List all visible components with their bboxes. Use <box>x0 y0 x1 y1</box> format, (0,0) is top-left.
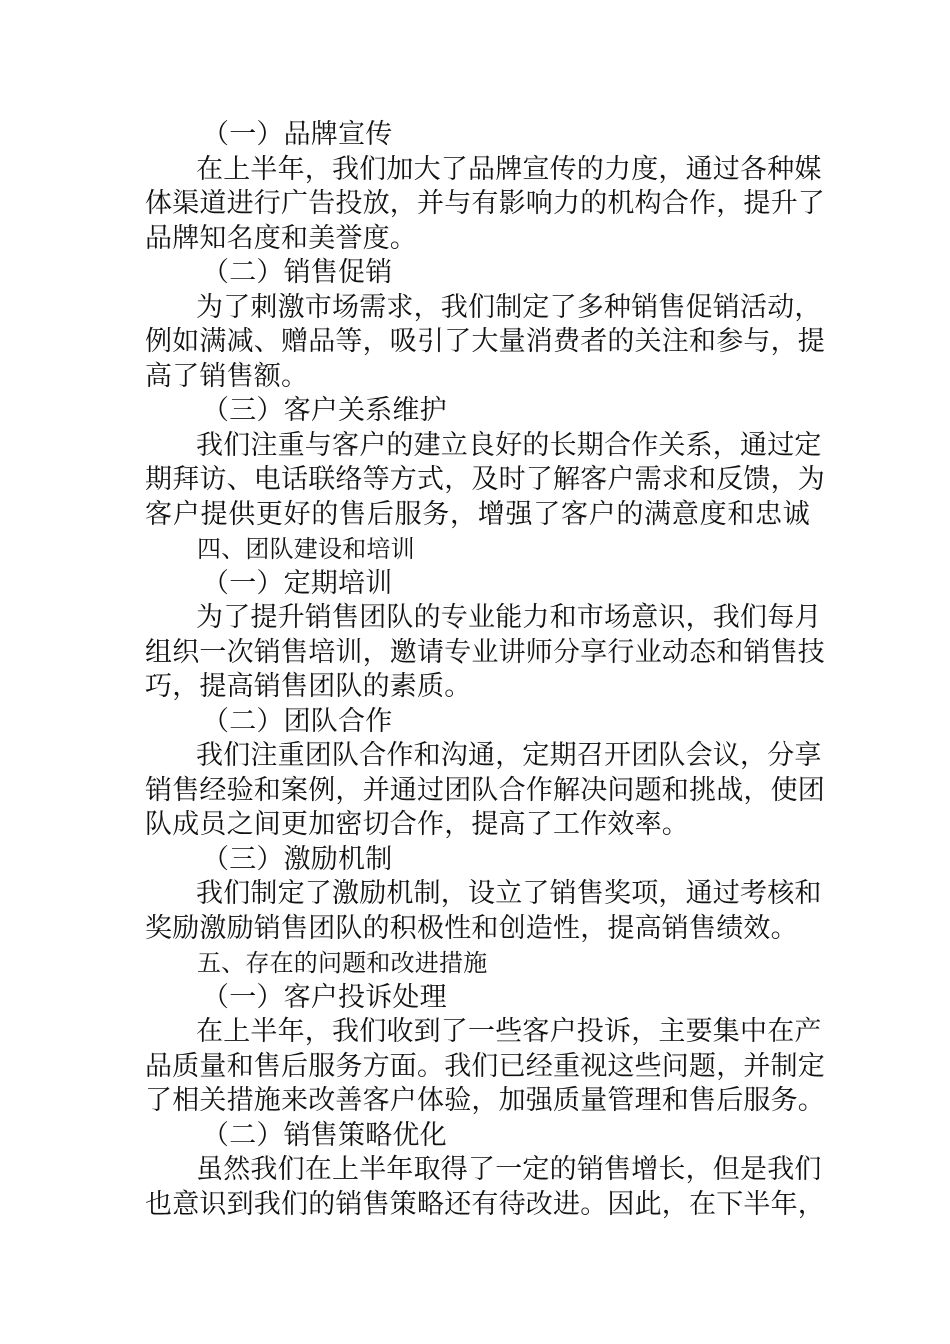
section-subheading: （一）客户投诉处理 <box>202 981 447 1013</box>
paragraph-line: 组织一次销售培训，邀请专业讲师分享行业动态和销售技 <box>145 636 825 668</box>
paragraph-line: 在上半年，我们收到了一些客户投诉，主要集中在产 <box>196 1016 822 1047</box>
section-subheading: （三）客户关系维护 <box>202 395 447 426</box>
paragraph-line: 奖励激励销售团队的积极性和创造性，提高销售绩效。 <box>145 912 798 944</box>
section-subheading: （一）品牌宣传 <box>202 119 393 150</box>
paragraph-line: 我们注重与客户的建立良好的长期合作关系，通过定 <box>196 429 822 461</box>
paragraph-line: 例如满减、赠品等，吸引了大量消费者的关注和参与，提 <box>145 326 825 357</box>
section-heading: 五、存在的问题和改进措施 <box>197 949 488 977</box>
paragraph-line: 虽然我们在上半年取得了一定的销售增长，但是我们 <box>196 1154 822 1185</box>
paragraph-line: 为了刺激市场需求，我们制定了多种销售促销活动， <box>196 291 822 323</box>
paragraph-line: 队成员之间更加密切合作，提高了工作效率。 <box>145 809 689 840</box>
paragraph-line: 为了提升销售团队的专业能力和市场意识，我们每月 <box>196 602 822 633</box>
paragraph-line: 巧，提高销售团队的素质。 <box>145 671 472 702</box>
paragraph-line: 我们注重团队合作和沟通，定期召开团队会议，分享 <box>196 740 822 771</box>
section-subheading: （二）销售策略优化 <box>202 1119 447 1151</box>
document-body <box>145 118 825 1222</box>
paragraph-line: 期拜访、电话联络等方式，及时了解客户需求和反馈，为 <box>145 464 825 495</box>
section-subheading: （一）定期培训 <box>202 567 393 599</box>
paragraph-line: 在上半年，我们加大了品牌宣传的力度，通过各种媒 <box>196 153 822 185</box>
paragraph-line: 也意识到我们的销售策略还有待改进。因此，在下半年， <box>145 1188 825 1220</box>
paragraph-line: 品质量和售后服务方面。我们已经重视这些问题，并制定 <box>145 1050 825 1082</box>
section-heading: 四、团队建设和培训 <box>197 535 415 563</box>
paragraph-line: 销售经验和案例，并通过团队合作解决问题和挑战，使团 <box>145 774 825 806</box>
paragraph-line: 我们制定了激励机制，设立了销售奖项，通过考核和 <box>196 878 822 909</box>
paragraph-line: 了相关措施来改善客户体验，加强质量管理和售后服务。 <box>145 1085 825 1116</box>
paragraph-line: 客户提供更好的售后服务，增强了客户的满意度和忠诚 <box>145 498 810 530</box>
section-subheading: （二）团队合作 <box>202 705 393 737</box>
section-subheading: （三）激励机制 <box>202 843 393 875</box>
paragraph-line: 品牌知名度和美誉度。 <box>145 222 417 254</box>
paragraph-line: 高了销售额。 <box>145 360 309 392</box>
section-subheading: （二）销售促销 <box>202 257 393 288</box>
paragraph-line: 体渠道进行广告投放，并与有影响力的机构合作，提升了 <box>145 188 825 219</box>
